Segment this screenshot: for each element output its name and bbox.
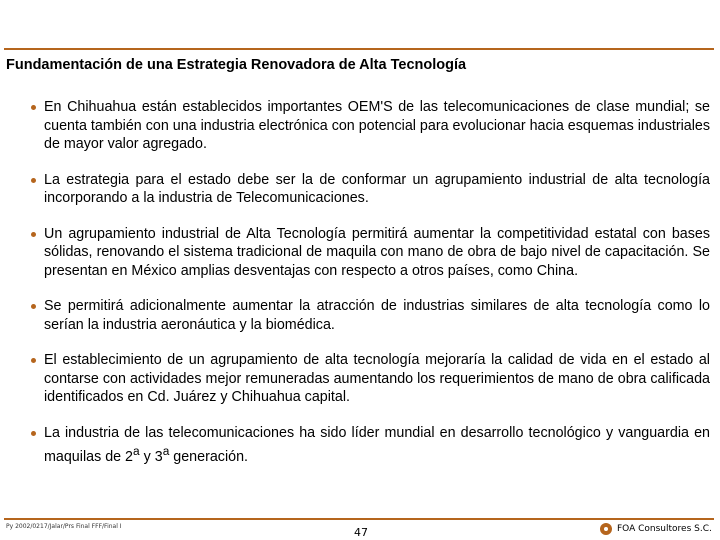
bullet-dot-icon	[31, 105, 36, 110]
bullet-dot-icon	[31, 232, 36, 237]
bullet-text: En Chihuahua están establecidos importantes OEM'S de las telecomunicaciones de clase mundial; se cuenta también con una industria electrónica con potencial para evolucionar hacia esquemas industriales de mayor valor agregado.	[44, 99, 711, 152]
footer-divider	[4, 518, 714, 520]
bullet-text: El establecimiento de un agrupamiento de alta tecnología mejoraría la calidad de vida en el estado al contarse con actividades mejor remuneradas aumentando los requerimientos de mano de obra calificada identificados en Cd. Juárez y Chihuahua capital.	[44, 352, 710, 405]
bullet-item	[30, 297, 710, 334]
bullet-dot-icon	[31, 431, 36, 436]
footer-reference: Py 2002/0217/Jalar/Prs Final FFF/Final I	[6, 523, 122, 530]
bullet-dot-icon	[31, 304, 36, 309]
bullet-item	[30, 424, 710, 467]
ordinal-indicator: a	[162, 444, 170, 458]
bullet-text-part: La industria de las telecomunicaciones ha sido líder mundial en desarrollo tecnológico y vanguardia en maquilas de 2	[44, 424, 710, 465]
slide-title: Fundamentación de una Estrategia Renovadora de Alta Tecnología	[6, 57, 467, 73]
bullet-item	[30, 171, 710, 208]
bullet-text	[44, 424, 710, 467]
bullet-item	[30, 351, 710, 407]
bullet-dot-icon	[31, 178, 36, 183]
logo-icon	[600, 523, 612, 535]
header-divider	[4, 48, 714, 50]
bullet-text: Se permitirá adicionalmente aumentar la atracción de industrias similares de alta tecnología como lo serían la industria aeronáutica y la biomédica.	[44, 298, 710, 333]
bullet-list	[30, 98, 710, 483]
company-name: FOA Consultores S.C.	[617, 524, 712, 534]
bullet-item	[30, 225, 710, 281]
ordinal-indicator: a	[133, 444, 140, 458]
bullet-text-part: y 3	[139, 448, 163, 465]
bullet-item	[30, 98, 710, 154]
bullet-text: La estrategia para el estado debe ser la de conformar un agrupamiento industrial de alta tecnología incorporando a la industria de Telecomunicaciones.	[44, 171, 710, 206]
bullet-text: Un agrupamiento industrial de Alta Tecnología permitirá aumentar la competitividad estatal con bases sólidas, renovando el sistema tradicional de maquila con mano de obra de bajo nivel de capacitación. Se presentan en México amplias desventajas con respecto a otros países, como China.	[44, 225, 710, 279]
bullet-text-part: generación.	[169, 448, 249, 465]
page-number: 47	[354, 526, 368, 539]
company-logo	[600, 523, 712, 535]
bullet-dot-icon	[31, 358, 36, 363]
